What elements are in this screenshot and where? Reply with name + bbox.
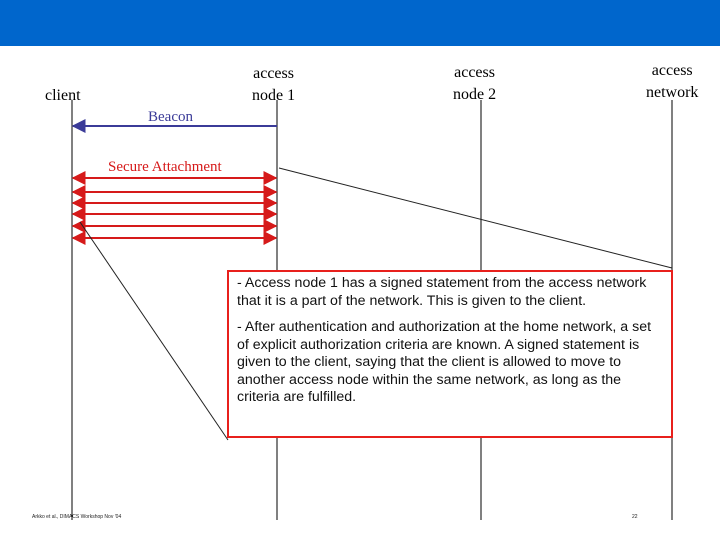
page-number: 22 <box>632 514 638 520</box>
beacon-label: Beacon <box>148 109 193 125</box>
access-node-1-label: access node 1 <box>252 65 296 104</box>
explanation-note <box>227 270 673 438</box>
note-paragraph: - After authentication and authorization at the home network, a set of explicit authorization criteria are known. A signed statement is given to the client, saying that the client is allowed to move to another access node within the same network, as long as the criteria are fulfilled. <box>237 319 652 405</box>
client-label: client <box>45 87 81 104</box>
footer-citation: Arkko et al., DIMACS Workshop Nov '04 <box>32 514 122 520</box>
note-pointer-line <box>279 168 672 268</box>
note-paragraph: - Access node 1 has a signed statement from the access network that it is a part of the network. This is given to the client. <box>237 275 647 309</box>
secure-attachment-label: Secure Attachment <box>108 159 222 175</box>
access-node-2-label: access node 2 <box>453 64 497 103</box>
note-pointer-line <box>80 222 228 440</box>
access-network-label: access network <box>646 62 699 101</box>
